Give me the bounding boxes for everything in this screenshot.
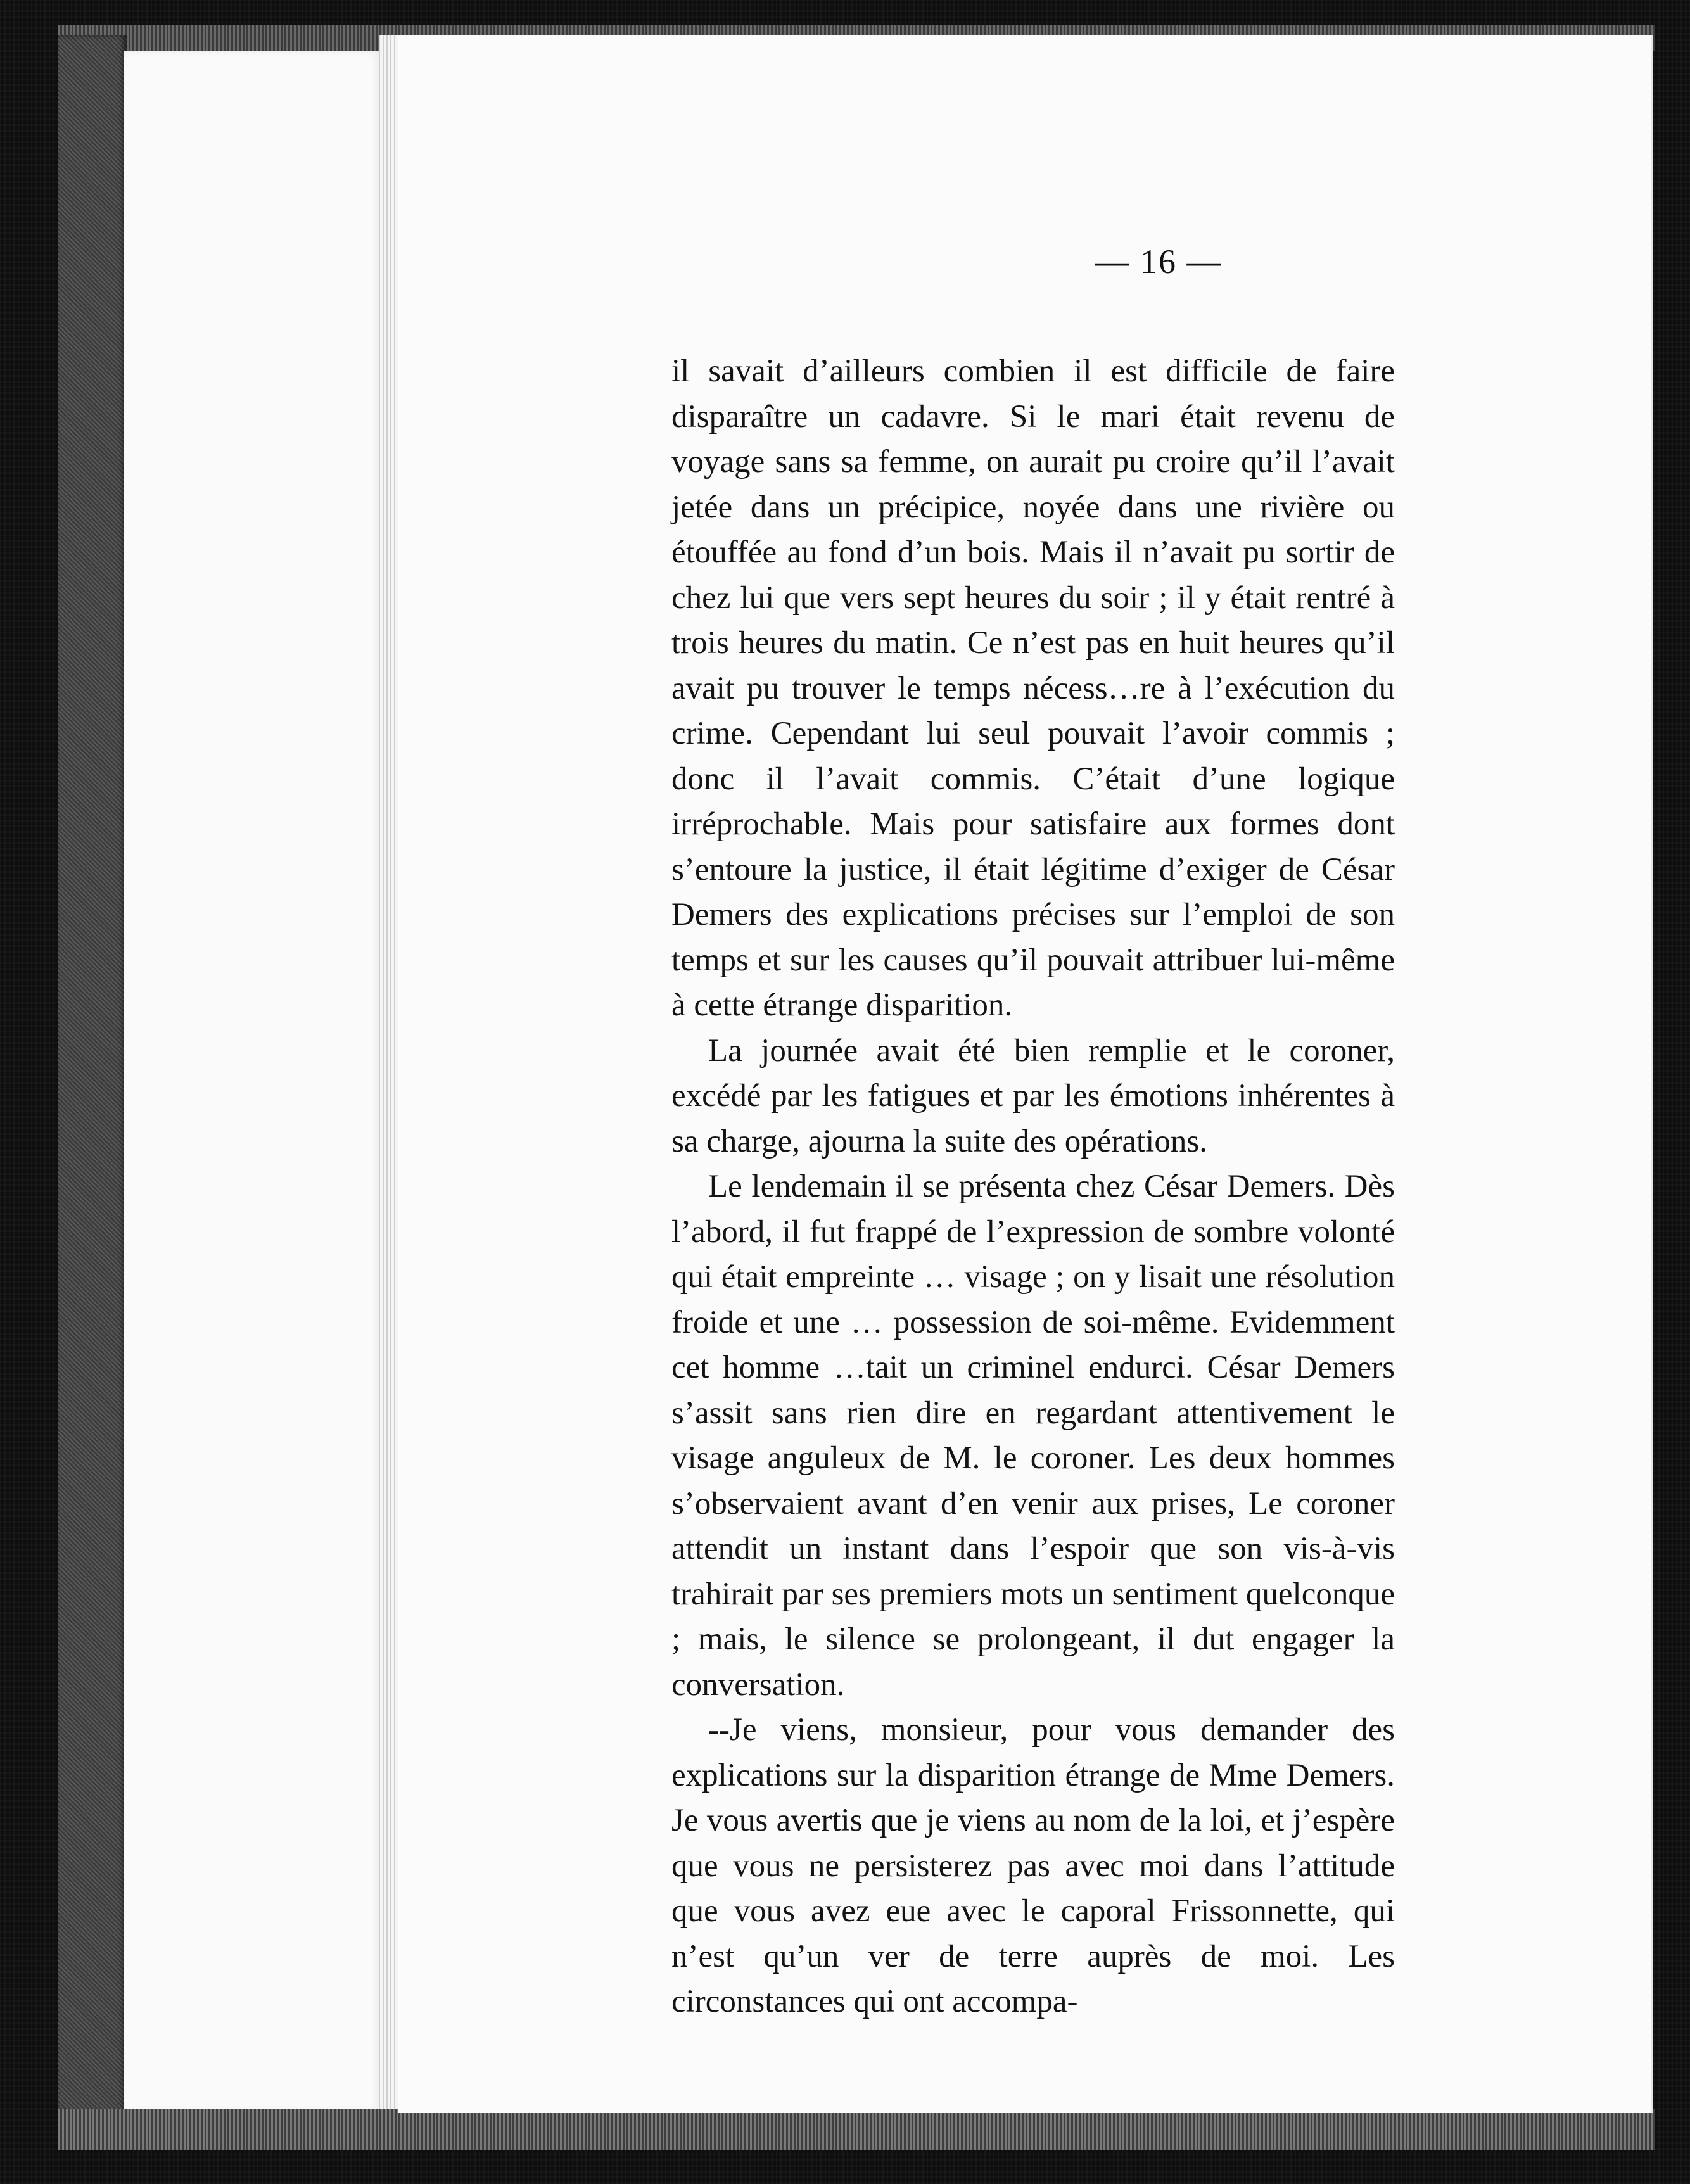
page-edge	[1651, 35, 1653, 2113]
blank-flyleaf-page	[124, 51, 384, 2113]
body-text	[671, 349, 1395, 2025]
binding-bottom-edge	[58, 2109, 1655, 2150]
paragraph-4: --Je viens, monsieur, pour vous demander des explications sur la disparition étrange de Mme Demers. Je vous avertis que je viens au nom de la loi, et j’espère que vous ne persisterez pas avec moi dans l’attitude que vous avez eue avec le caporal Frissonnette, qui n’est qu’un ver de terre auprès de moi. Les circonstances qui ont accompa-	[671, 1712, 1395, 2019]
page-number: — 16 —	[1095, 243, 1223, 281]
paragraph-3: Le lendemain il se présenta chez César Demers. Dès l’abord, il fut frappé de l’expression de sombre volonté qui était empreinte … visage ; on y lisait une résolution froide et une … possession de soi-même. Evidemment cet homme …tait un criminel endurci. César Demers s’assit sans rien dire en regardant attentivement le visage anguleux de M. le coroner. Les deux hommes s’observaient avant d’en venir aux prises, Le coroner attendit un instant dans l’espoir que son vis-à-vis trahirait par ses premiers mots un sentiment quelconque ; mais, le silence se prolongeant, il dut engager la conversation.	[671, 1169, 1395, 1703]
paragraph-2: La journée avait été bien remplie et le coroner, excédé par les fatigues et par les émotions inhérentes à sa charge, ajourna la suite des opérations.	[671, 1032, 1395, 1159]
paragraph-1: il savait d’ailleurs combien il est difficile de faire disparaître un cadavre. Si le mari était revenu de voyage sans sa femme, on aurait pu croire qu’il l’avait jetée dans un précipice, noyée dans une rivière ou étouffée au fond d’un bois. Mais il n’avait pu sortir de chez lui que vers sept heures du soir ; il y était rentré à trois heures du matin. Ce n’est pas en huit heures qu’il avait pu trouver le temps nécess…re à l’exécution du crime. Cependant lui seul pouvait l’avoir commis ; donc il l’avait commis. C’était d’une logique irréprochable. Mais pour satisfaire aux formes dont s’entoure la justice, il était légitime d’exiger de César Demers des explications précises sur l’emploi de son temps et sur les causes qu’il pouvait attribuer lui-même à cette étrange disparition.	[671, 353, 1395, 1023]
book-page	[398, 35, 1653, 2113]
book-binding-spine	[58, 35, 127, 2145]
